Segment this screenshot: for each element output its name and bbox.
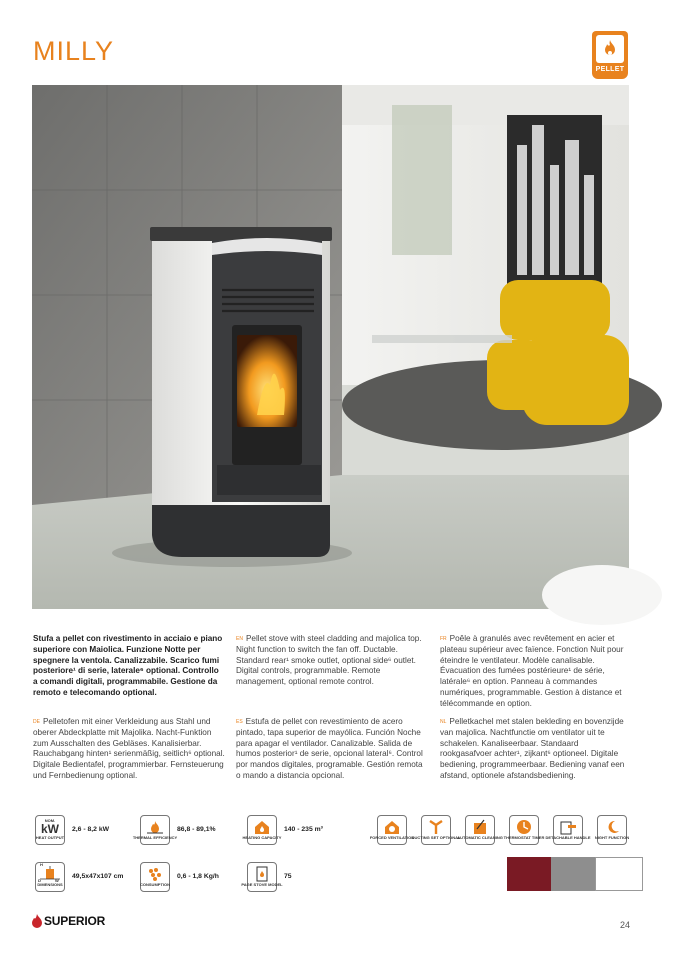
description-es xyxy=(236,717,428,782)
page-caption: PAGE STOVE MODEL xyxy=(241,882,283,887)
page-title: MILLY xyxy=(33,36,115,66)
consumption-value: 0,6 - 1,8 Kg/h xyxy=(177,873,219,880)
heating-caption: HEATING CAPACITY xyxy=(242,835,282,840)
pellet-badge xyxy=(592,31,628,79)
page-icon xyxy=(241,862,283,892)
feature-caption-5: NIGHT FUNCTION xyxy=(594,835,630,840)
description-es-text: Estufa de pellet con revestimiento de acero pintado, tapa superior de mayólica. Función Noche para apagar el ventilador. Canalizable. Salida de humos posterior¹ de serie, opcional lateral⁶. Control por mandos digitales, programable. Gestión remota o mando a distancia opcional. xyxy=(236,717,423,780)
dimensions-caption: DIMENSIONS xyxy=(37,882,63,887)
heat-output-unit: kW xyxy=(41,822,59,836)
heat-output-spec-icon xyxy=(35,815,65,845)
efficiency-value: 86,8 - 89,1% xyxy=(177,826,216,833)
heat-output-caption: HEAT OUTPUT xyxy=(35,835,65,840)
feature-caption-1: DUCTING SET OPTIONAL xyxy=(411,835,461,840)
description-nl xyxy=(440,717,632,782)
swatch-white xyxy=(595,857,643,891)
lang-tag-fr: FR xyxy=(440,636,447,642)
lang-tag-nl: NL xyxy=(440,719,447,725)
ducting-icon xyxy=(411,815,461,845)
description-fr-text: Poêle à granulés avec revêtement en acier et plateau supérieur avec faïence. Fonction Nuit pour éteindre le ventilateur. Modèle canalisable. Évacuation des fumées postérieure¹ de série, latérale⁶ en option. Panneau à commandes numériques, programmable. Gestion à distance et télécommande en option. xyxy=(440,634,624,708)
cleaning-icon xyxy=(457,815,503,845)
swatch-bordeaux xyxy=(507,857,555,891)
heating-value: 140 - 235 m³ xyxy=(284,826,323,833)
lang-tag-es: ES xyxy=(236,719,243,725)
flame-icon xyxy=(596,35,624,63)
description-en-text: Pellet stove with steel cladding and majolica top. Night function to switch the fan off. Ductable. Standard rear¹ smoke outlet, optional side⁶ outlet. Digital controls, programmable. Remote management, optional remote control. xyxy=(236,634,422,687)
description-en xyxy=(236,634,426,688)
product-photo xyxy=(32,85,629,609)
handle-icon xyxy=(545,815,591,845)
description-it xyxy=(33,634,223,699)
page-number: 24 xyxy=(619,920,630,930)
description-fr xyxy=(440,634,632,710)
swatch-grey xyxy=(551,857,599,891)
dimension-h-label: H xyxy=(40,862,43,867)
description-it-text: Stufa a pellet con rivestimento in acciaio e piano superiore con Maiolica. Funzione Notte per spegnere la ventola. Canalizzabile. Scarico fumi posteriore¹ di serie, laterale⁶ optional. Controllo a comandi digitali, programmabile. Gestione da remoto e telecomando optional. xyxy=(33,634,223,697)
forced-ventilation-icon xyxy=(369,815,415,845)
feature-caption-2: AUTOMATIC CLEANING xyxy=(457,835,503,840)
thermal-efficiency-icon xyxy=(132,815,178,845)
description-de-text: Pelletofen mit einer Verkleidung aus Stahl und oberer Abdeckplatte mit Majolika. Nacht-Funktion zum Ausschalten des Gebläses. Kanalisierbar. Rauchabgang hinten¹ serienmäßig, seitlich⁶ optional. Digitale Bedientafel, programmierbar. Fernsteuerung und Fernbedienung optional. xyxy=(33,717,225,780)
feature-caption-4: DETACHABLE HANDLE xyxy=(545,835,591,840)
description-nl-text: Pelletkachel met stalen bekleding en bovenzijde van majolica. Nachtfunctie om ventilator uit te schakelen. Kanaliseerbaar. Standaard rookgasafvoer achter¹, zijkant⁶ optioneel. Digitale bediening, programmeerbaar. Bediening vanaf een afstand, optionele afstandsbediening. xyxy=(440,717,625,780)
heating-capacity-icon xyxy=(242,815,282,845)
description-de xyxy=(33,717,225,782)
heat-output-value: 2,6 - 8,2 kW xyxy=(72,826,110,833)
dimension-d-label: D xyxy=(38,878,41,883)
dimensions-value: 49,5x47x107 cm xyxy=(72,873,124,880)
feature-caption-3: THERMOSTAT TIMER xyxy=(503,835,545,840)
brand-logo xyxy=(32,914,105,928)
efficiency-caption: THERMAL EFFICIENCY xyxy=(132,835,178,840)
badge-label: PELLET xyxy=(595,66,625,73)
lang-tag-de: DE xyxy=(33,719,40,725)
consumption-caption: CONSUMPTION xyxy=(140,882,170,887)
heat-output-top: NOM. xyxy=(44,818,56,823)
night-icon xyxy=(594,815,630,845)
dimension-w-label: W xyxy=(55,878,59,883)
brand-name: SUPERIOR xyxy=(44,914,106,928)
timer-icon xyxy=(503,815,545,845)
brand-flame-icon xyxy=(32,914,42,928)
lang-tag-en: EN xyxy=(236,636,243,642)
feature-caption-0: FORCED VENTILATION xyxy=(369,835,415,840)
page-value: 75 xyxy=(284,873,292,880)
consumption-icon xyxy=(140,862,170,892)
